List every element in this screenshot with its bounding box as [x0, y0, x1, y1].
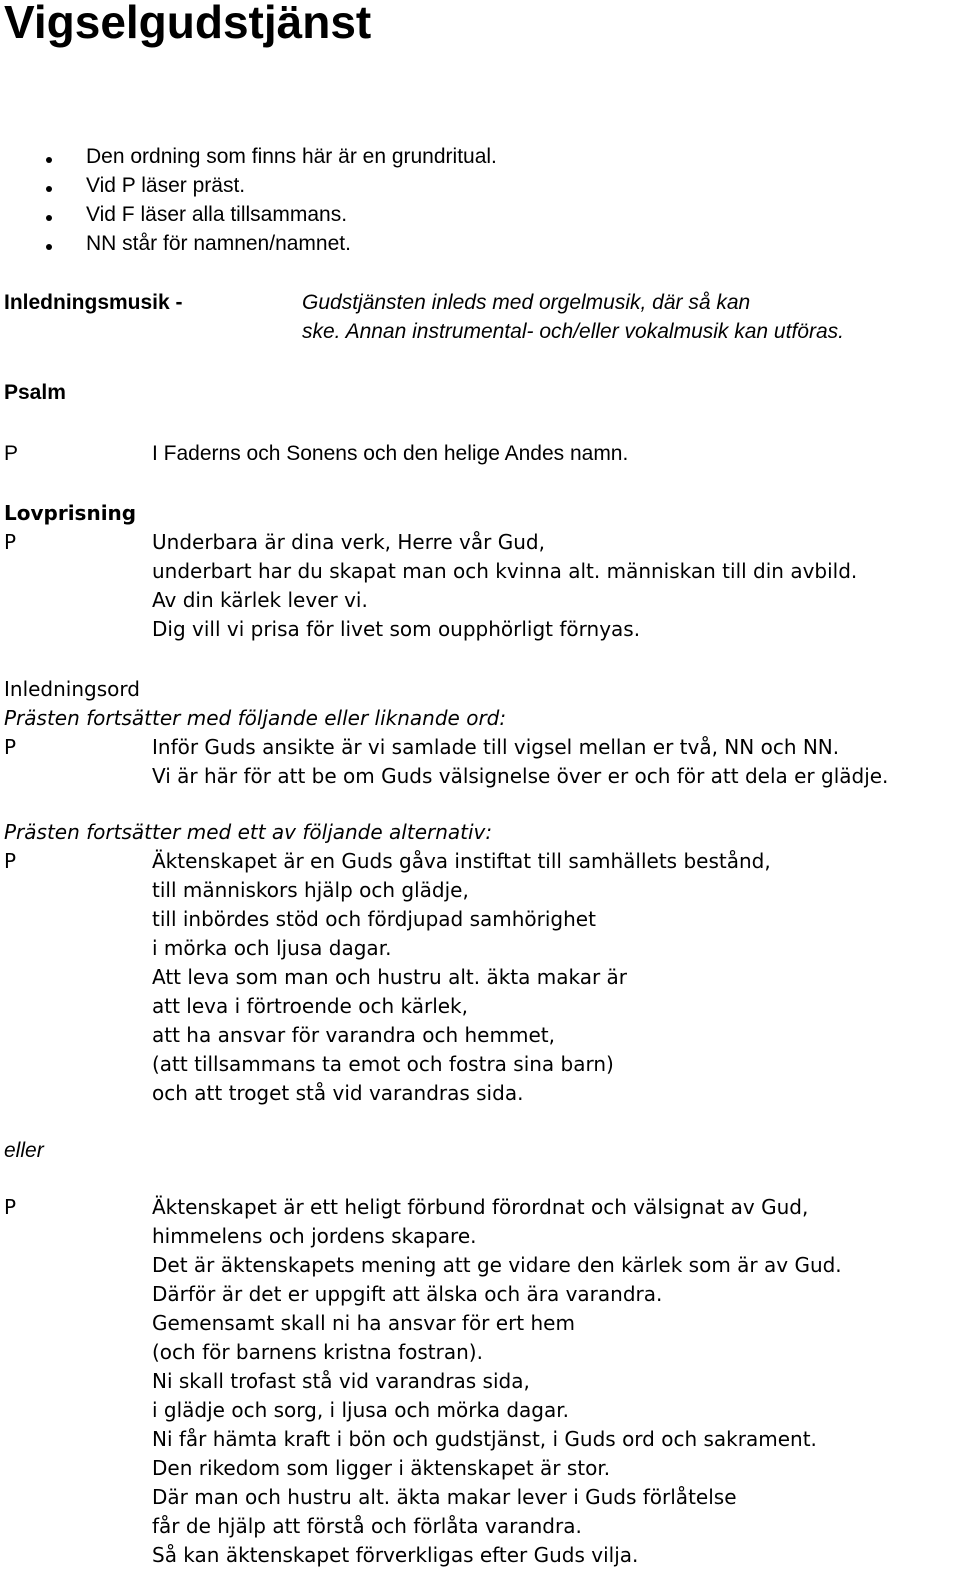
- inledningsmusik-description: [302, 288, 844, 346]
- text-line: i glädje och sorg, i ljusa och mörka dagar.: [152, 1398, 569, 1422]
- list-item: NN står för namnen/namnet.: [86, 232, 351, 255]
- text-line: i mörka och ljusa dagar.: [152, 936, 392, 960]
- opening-words: I Faderns och Sonens och den helige Andes namn.: [152, 442, 629, 465]
- bullet-icon: [46, 215, 52, 221]
- bullet-icon: [46, 157, 52, 163]
- text-line: att leva i förtroende och kärlek,: [152, 994, 468, 1018]
- speaker-label: P: [4, 849, 17, 873]
- section-heading-inledningsord: Inledningsord: [4, 677, 140, 701]
- text-line: Äktenskapet är en Guds gåva instiftat till samhällets bestånd,: [152, 849, 771, 873]
- speaker-label: P: [4, 530, 17, 554]
- text-line: Äktenskapet är ett heligt förbund förordnat och välsignat av Gud,: [152, 1195, 809, 1219]
- page-title: Vigselgudstjänst: [4, 0, 372, 48]
- text-line: får de hjälp att förstå och förlåta varandra.: [152, 1514, 582, 1538]
- text-line: och att troget stå vid varandras sida.: [152, 1081, 524, 1105]
- instruction-text: Prästen fortsätter med ett av följande alternativ:: [4, 820, 493, 844]
- or-label: eller: [4, 1139, 44, 1162]
- text-line: Dig vill vi prisa för livet som oupphörligt förnyas.: [152, 617, 641, 641]
- text-line: Det är äktenskapets mening att ge vidare den kärlek som är av Gud.: [152, 1253, 842, 1277]
- text-line: Därför är det er uppgift att älska och ära varandra.: [152, 1282, 663, 1306]
- text-line: himmelens och jordens skapare.: [152, 1224, 477, 1248]
- bullet-icon: [46, 244, 52, 250]
- text-line: att ha ansvar för varandra och hemmet,: [152, 1023, 555, 1047]
- list-item: Vid P läser präst.: [86, 174, 246, 197]
- alternative-2-text: [152, 1193, 842, 1570]
- text-line: underbart har du skapat man och kvinna alt. människan till din avbild.: [152, 559, 858, 583]
- text-line: Ni får hämta kraft i bön och gudstjänst, i Guds ord och sakrament.: [152, 1427, 817, 1451]
- text-line: Så kan äktenskapet förverkligas efter Guds vilja.: [152, 1543, 639, 1567]
- text-line: Vi är här för att be om Guds välsignelse över er och för att dela er glädje.: [152, 764, 889, 788]
- text-line: Gemensamt skall ni ha ansvar för ert hem: [152, 1311, 575, 1335]
- text-line: Ni skall trofast stå vid varandras sida,: [152, 1369, 530, 1393]
- text-line: (att tillsammans ta emot och fostra sina barn): [152, 1052, 614, 1076]
- alternative-1-text: [152, 847, 771, 1108]
- speaker-label: P: [4, 1195, 17, 1219]
- text-line: Av din kärlek lever vi.: [152, 588, 368, 612]
- speaker-label: P: [4, 442, 19, 465]
- bullet-icon: [46, 186, 52, 192]
- speaker-label: P: [4, 735, 17, 759]
- list-item: Vid F läser alla tillsammans.: [86, 203, 348, 226]
- description-line: Gudstjänsten inleds med orgelmusik, där så kan: [302, 291, 751, 314]
- list-item: Den ordning som finns här är en grundritual.: [86, 145, 497, 168]
- text-line: till inbördes stöd och fördjupad samhörighet: [152, 907, 596, 931]
- text-line: (och för barnens kristna fostran).: [152, 1340, 483, 1364]
- text-line: Underbara är dina verk, Herre vår Gud,: [152, 530, 545, 554]
- text-line: Att leva som man och hustru alt. äkta makar är: [152, 965, 628, 989]
- section-label-inledningsmusik: Inledningsmusik -: [4, 291, 183, 314]
- description-line: ske. Annan instrumental- och/eller vokalmusik kan utföras.: [302, 320, 844, 343]
- text-line: Den rikedom som ligger i äktenskapet är stor.: [152, 1456, 611, 1480]
- text-line: Inför Guds ansikte är vi samlade till vigsel mellan er två, NN och NN.: [152, 735, 840, 759]
- lovprisning-text: [152, 528, 857, 644]
- section-label-psalm: Psalm: [4, 381, 66, 404]
- instruction-text: Prästen fortsätter med följande eller liknande ord:: [4, 706, 507, 730]
- inledningsord-text: [152, 733, 888, 791]
- text-line: till människors hjälp och glädje,: [152, 878, 469, 902]
- text-line: Där man och hustru alt. äkta makar lever i Guds förlåtelse: [152, 1485, 737, 1509]
- section-heading-lovprisning: Lovprisning: [4, 501, 137, 525]
